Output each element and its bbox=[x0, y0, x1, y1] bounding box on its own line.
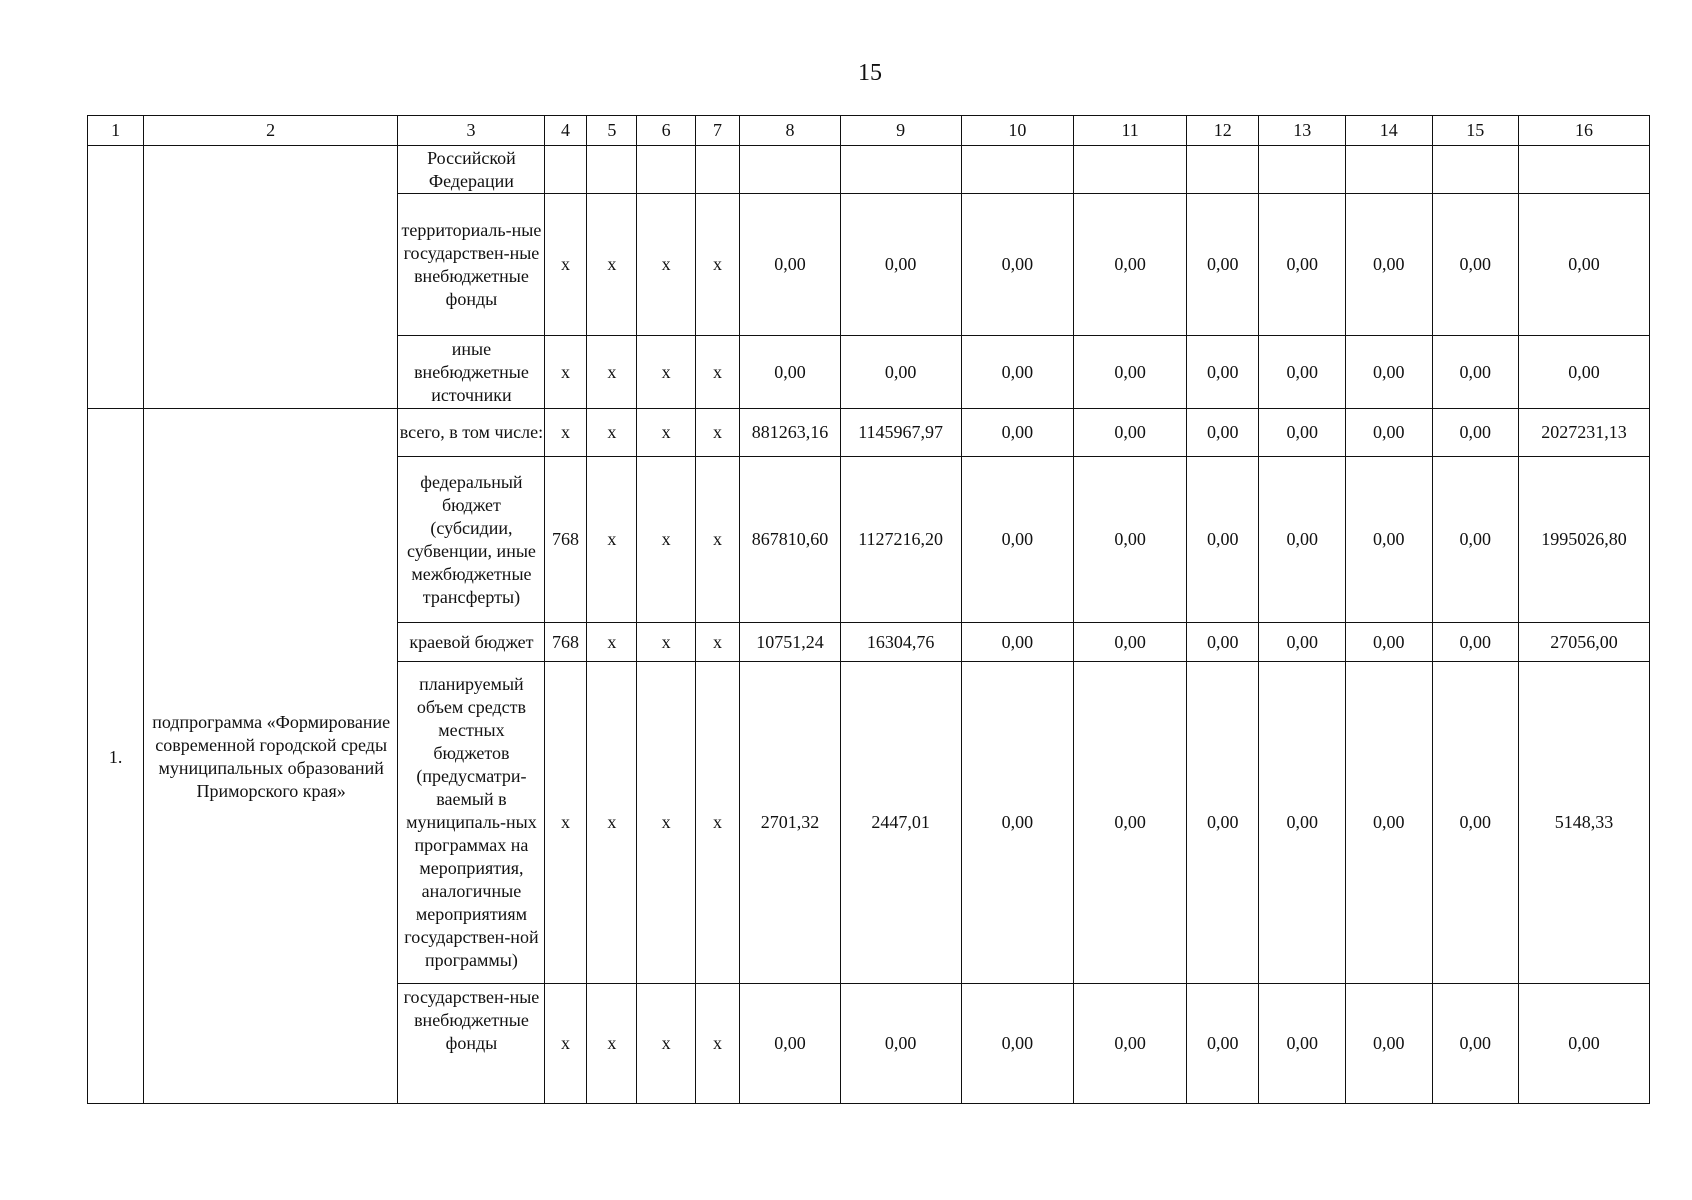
value-cell: 0,00 bbox=[1345, 457, 1432, 623]
value-cell: 0,00 bbox=[740, 984, 841, 1104]
header-cell-2: 2 bbox=[144, 116, 398, 146]
value-cell: 0,00 bbox=[1186, 194, 1258, 336]
funding-source: краевой бюджет bbox=[397, 623, 544, 662]
value-cell: x bbox=[695, 457, 739, 623]
value-cell: 0,00 bbox=[961, 623, 1074, 662]
value-cell: 0,00 bbox=[1432, 662, 1519, 984]
value-cell: 0,00 bbox=[1186, 457, 1258, 623]
value-cell: 0,00 bbox=[961, 336, 1074, 409]
value-cell: 10751,24 bbox=[740, 623, 841, 662]
value-cell: 2701,32 bbox=[740, 662, 841, 984]
value-cell: 0,00 bbox=[1259, 984, 1346, 1104]
header-cell-14: 14 bbox=[1345, 116, 1432, 146]
value-cell bbox=[840, 146, 961, 194]
table-row bbox=[88, 146, 1650, 194]
value-cell: x bbox=[587, 336, 637, 409]
value-cell: 1995026,80 bbox=[1519, 457, 1650, 623]
value-cell: x bbox=[695, 194, 739, 336]
value-cell bbox=[637, 146, 695, 194]
funding-source: всего, в том числе: bbox=[397, 409, 544, 457]
header-cell-9: 9 bbox=[840, 116, 961, 146]
value-cell: 0,00 bbox=[840, 336, 961, 409]
value-cell bbox=[1074, 146, 1187, 194]
funding-source: территориаль-ные государствен-ные внебюджетные фонды bbox=[397, 194, 544, 336]
header-row bbox=[88, 116, 1650, 146]
value-cell: x bbox=[587, 984, 637, 1104]
value-cell: 0,00 bbox=[1432, 194, 1519, 336]
header-cell-12: 12 bbox=[1186, 116, 1258, 146]
value-cell: 0,00 bbox=[1519, 194, 1650, 336]
value-cell: 0,00 bbox=[1259, 336, 1346, 409]
value-cell: 1127216,20 bbox=[840, 457, 961, 623]
value-cell: x bbox=[695, 409, 739, 457]
value-cell: 867810,60 bbox=[740, 457, 841, 623]
value-cell: 0,00 bbox=[961, 457, 1074, 623]
value-cell: 0,00 bbox=[1186, 336, 1258, 409]
value-cell: x bbox=[637, 336, 695, 409]
value-cell: x bbox=[544, 409, 586, 457]
value-cell: 0,00 bbox=[961, 984, 1074, 1104]
header-cell-7: 7 bbox=[695, 116, 739, 146]
value-cell: x bbox=[637, 662, 695, 984]
value-cell: 0,00 bbox=[1259, 194, 1346, 336]
header-cell-13: 13 bbox=[1259, 116, 1346, 146]
header-cell-16: 16 bbox=[1519, 116, 1650, 146]
value-cell bbox=[695, 146, 739, 194]
value-cell bbox=[1259, 146, 1346, 194]
value-cell: x bbox=[544, 984, 586, 1104]
subprogram-name: подпрограмма «Формирование современной городской среды муниципальных образований Приморского края» bbox=[144, 409, 398, 1104]
value-cell bbox=[1345, 146, 1432, 194]
value-cell: x bbox=[544, 336, 586, 409]
value-cell: 27056,00 bbox=[1519, 623, 1650, 662]
value-cell: 0,00 bbox=[740, 336, 841, 409]
value-cell: 0,00 bbox=[1345, 409, 1432, 457]
value-cell: 0,00 bbox=[1074, 194, 1187, 336]
value-cell: x bbox=[695, 662, 739, 984]
value-cell: 0,00 bbox=[1345, 623, 1432, 662]
value-cell: 0,00 bbox=[1432, 623, 1519, 662]
value-cell: x bbox=[695, 984, 739, 1104]
value-cell: x bbox=[587, 662, 637, 984]
value-cell: 768 bbox=[544, 623, 586, 662]
value-cell: 0,00 bbox=[740, 194, 841, 336]
value-cell: 768 bbox=[544, 457, 586, 623]
value-cell: 2447,01 bbox=[840, 662, 961, 984]
value-cell: 0,00 bbox=[1074, 409, 1187, 457]
value-cell: 0,00 bbox=[1259, 457, 1346, 623]
value-cell: 0,00 bbox=[961, 662, 1074, 984]
funding-source: государствен-ные внебюджетные фонды bbox=[397, 984, 544, 1104]
value-cell: 0,00 bbox=[840, 984, 961, 1104]
value-cell: x bbox=[637, 984, 695, 1104]
value-cell bbox=[1432, 146, 1519, 194]
header-cell-11: 11 bbox=[1074, 116, 1187, 146]
header-cell-6: 6 bbox=[637, 116, 695, 146]
subprogram-number: 1. bbox=[88, 409, 144, 1104]
budget-table bbox=[87, 115, 1650, 1104]
value-cell: 0,00 bbox=[961, 194, 1074, 336]
funding-source: Российской Федерации bbox=[397, 146, 544, 194]
funding-source: планируемый объем средств местных бюджетов (предусматри-ваемый в муниципаль-ных программах на мероприятия, аналогичные мероприятиям государствен-ной программы) bbox=[397, 662, 544, 984]
funding-source: федеральный бюджет (субсидии, субвенции, иные межбюджетные трансферты) bbox=[397, 457, 544, 623]
value-cell: 2027231,13 bbox=[1519, 409, 1650, 457]
value-cell: 0,00 bbox=[1074, 623, 1187, 662]
value-cell: 0,00 bbox=[1186, 662, 1258, 984]
value-cell bbox=[740, 146, 841, 194]
value-cell: x bbox=[544, 662, 586, 984]
value-cell: 0,00 bbox=[1345, 336, 1432, 409]
value-cell bbox=[1519, 146, 1650, 194]
value-cell: 0,00 bbox=[1345, 194, 1432, 336]
value-cell: 0,00 bbox=[840, 194, 961, 336]
value-cell: 16304,76 bbox=[840, 623, 961, 662]
value-cell bbox=[587, 146, 637, 194]
value-cell: x bbox=[695, 623, 739, 662]
value-cell: 0,00 bbox=[1519, 336, 1650, 409]
header-cell-4: 4 bbox=[544, 116, 586, 146]
empty-name-cell bbox=[144, 146, 398, 409]
value-cell: 1145967,97 bbox=[840, 409, 961, 457]
value-cell: 0,00 bbox=[1186, 623, 1258, 662]
header-cell-3: 3 bbox=[397, 116, 544, 146]
empty-number-cell bbox=[88, 146, 144, 409]
value-cell: x bbox=[587, 457, 637, 623]
value-cell: x bbox=[587, 623, 637, 662]
value-cell: 0,00 bbox=[1519, 984, 1650, 1104]
value-cell: 0,00 bbox=[1074, 336, 1187, 409]
value-cell: 0,00 bbox=[1345, 984, 1432, 1104]
value-cell: 0,00 bbox=[1074, 984, 1187, 1104]
value-cell: 0,00 bbox=[1345, 662, 1432, 984]
value-cell: 5148,33 bbox=[1519, 662, 1650, 984]
value-cell: 0,00 bbox=[1259, 623, 1346, 662]
value-cell: x bbox=[587, 409, 637, 457]
value-cell: 0,00 bbox=[1186, 984, 1258, 1104]
page-number: 15 bbox=[858, 60, 882, 86]
value-cell: x bbox=[695, 336, 739, 409]
value-cell: 0,00 bbox=[1432, 409, 1519, 457]
value-cell: 0,00 bbox=[1186, 409, 1258, 457]
value-cell: 0,00 bbox=[961, 409, 1074, 457]
header-cell-1: 1 bbox=[88, 116, 144, 146]
value-cell bbox=[1186, 146, 1258, 194]
value-cell: x bbox=[637, 409, 695, 457]
header-cell-10: 10 bbox=[961, 116, 1074, 146]
value-cell: 0,00 bbox=[1074, 662, 1187, 984]
funding-source: иные внебюджетные источники bbox=[397, 336, 544, 409]
value-cell: x bbox=[637, 457, 695, 623]
value-cell: x bbox=[544, 194, 586, 336]
value-cell: 0,00 bbox=[1259, 662, 1346, 984]
value-cell: x bbox=[637, 194, 695, 336]
value-cell: x bbox=[587, 194, 637, 336]
value-cell bbox=[961, 146, 1074, 194]
table-row bbox=[88, 409, 1650, 457]
header-cell-8: 8 bbox=[740, 116, 841, 146]
header-cell-5: 5 bbox=[587, 116, 637, 146]
value-cell bbox=[544, 146, 586, 194]
value-cell: 0,00 bbox=[1259, 409, 1346, 457]
value-cell: 0,00 bbox=[1432, 336, 1519, 409]
value-cell: 0,00 bbox=[1432, 984, 1519, 1104]
value-cell: x bbox=[637, 623, 695, 662]
value-cell: 0,00 bbox=[1432, 457, 1519, 623]
value-cell: 881263,16 bbox=[740, 409, 841, 457]
value-cell: 0,00 bbox=[1074, 457, 1187, 623]
header-cell-15: 15 bbox=[1432, 116, 1519, 146]
